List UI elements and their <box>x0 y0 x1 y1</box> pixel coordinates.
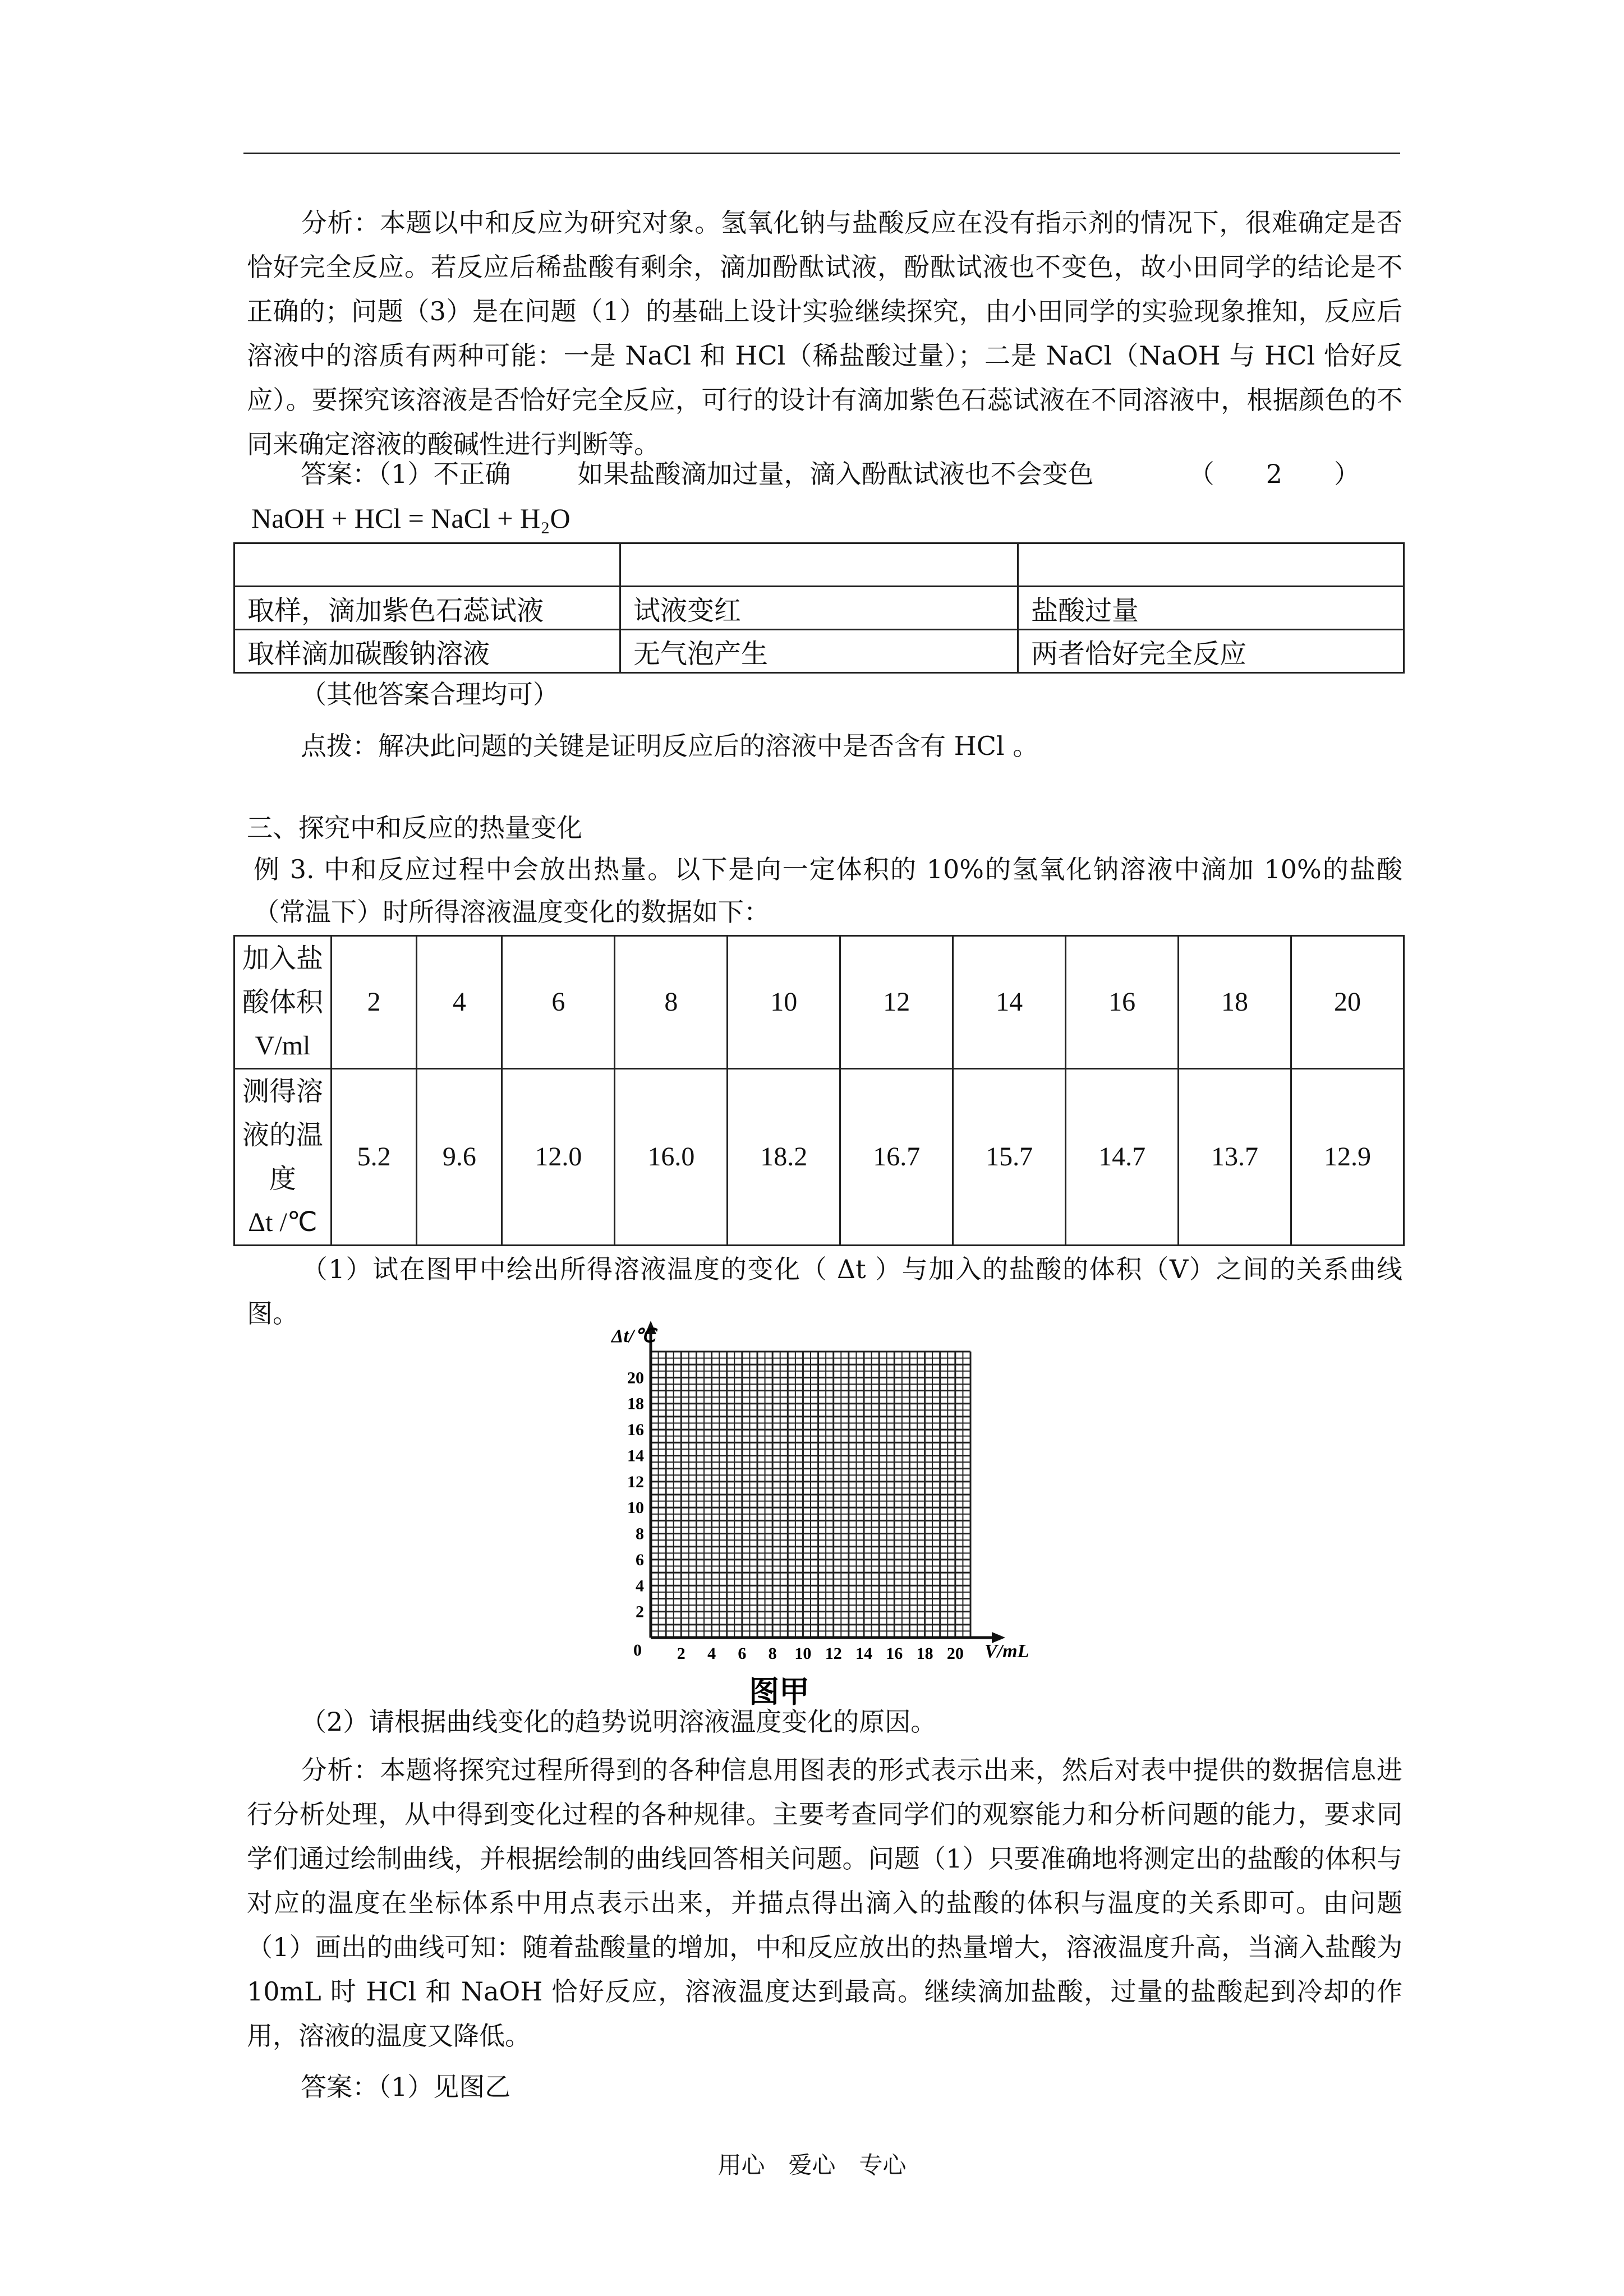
table-cell: 取样，滴加紫色石蕊试液 <box>234 587 620 630</box>
answer-part2: （ 2 ） <box>1188 459 1360 489</box>
question-2: （2）请根据曲线变化的趋势说明溶液温度变化的原因。 <box>301 1707 937 1737</box>
figure-caption: 图甲 <box>749 1674 809 1709</box>
table-row <box>234 630 1404 673</box>
y-tick-label: 20 <box>627 1368 644 1387</box>
volume-cell: 8 <box>615 936 728 1069</box>
temperature-cell: 15.7 <box>953 1069 1066 1246</box>
analysis-paragraph-1 <box>247 201 1402 467</box>
volume-header-cell: 加入盐 酸体积 V/ml <box>234 936 332 1069</box>
origin-label: 0 <box>633 1641 642 1659</box>
table-row <box>234 936 1404 1069</box>
table-row <box>234 543 1404 587</box>
temperature-cell: 9.6 <box>417 1069 502 1246</box>
y-tick-label: 4 <box>636 1576 644 1596</box>
blank-graph-figure <box>589 1321 1049 1713</box>
x-tick-label: 18 <box>916 1644 933 1663</box>
x-axis-label: V/mL <box>984 1641 1029 1662</box>
y-tick-label: 6 <box>636 1550 644 1569</box>
temperature-cell: 13.7 <box>1179 1069 1291 1246</box>
temperature-cell: 16.7 <box>840 1069 953 1246</box>
volume-cell: 20 <box>1291 936 1404 1069</box>
volume-cell: 2 <box>332 936 417 1069</box>
table-cell <box>1018 543 1404 587</box>
question-1-text: （1）试在图甲中绘出所得溶液温度的变化（ Δt ）与加入的盐酸的体积（V）之间的关系曲线图。 <box>247 1254 1402 1329</box>
x-tick-label: 4 <box>707 1644 716 1663</box>
example-3-text: 例 3. 中和反应过程中会放出热量。以下是向一定体积的 10%的氢氧化钠溶液中滴加 10%的盐酸（常温下）时所得溶液温度变化的数据如下： <box>254 854 1402 927</box>
table-cell: 无气泡产生 <box>620 630 1018 673</box>
y-tick-label: 12 <box>627 1472 644 1491</box>
table-row <box>234 587 1404 630</box>
volume-cell: 4 <box>417 936 502 1069</box>
analysis-paragraph-2 <box>247 1748 1402 2058</box>
y-tick-label: 14 <box>627 1446 644 1465</box>
x-tick-label: 14 <box>855 1644 872 1663</box>
other-answers-note: （其他答案合理均可） <box>301 679 559 709</box>
table-row <box>234 1069 1404 1246</box>
answer-reason: 如果盐酸滴加过量，滴入酚酞试液也不会变色 <box>577 459 1094 489</box>
temperature-header-cell: 测得溶 液的温 度 Δt /℃ <box>234 1069 332 1246</box>
analysis-text-2: 分析：本题将探究过程所得到的各种信息用图表的形式表示出来，然后对表中提供的数据信息进行分析处理，从中得到变化过程的各种规律。主要考查同学们的观察能力和分析问题的能力，要求同学们通过绘制曲线，并根据绘制的曲线回答相关问题。问题（1）只要准确地将测定出的盐酸的体积与对应的温度在坐标体系中用点表示出来，并描点得出滴入的盐酸的体积与温度的关系即可。由问题（1）画出的曲线可知：随着盐酸量的增加，中和反应放出的热量增大，溶液温度升高，当滴入盐酸为 10mL 时 HCl 和 NaOH 恰好反应，溶液温度达到最高。继续滴加盐酸，过量的盐酸起到冷却的作用，溶液的温度又降低。 <box>247 1755 1402 2051</box>
table-cell: 两者恰好完全反应 <box>1018 630 1404 673</box>
x-tick-label: 16 <box>886 1644 903 1663</box>
answer-line-1 <box>301 457 1360 491</box>
table-cell <box>620 543 1018 587</box>
volume-cell: 18 <box>1179 936 1291 1069</box>
table-cell: 盐酸过量 <box>1018 587 1404 630</box>
tip-line: 点拨：解决此问题的关键是证明反应后的溶液中是否含有 HCl 。 <box>301 731 1039 761</box>
header-rule <box>243 153 1400 154</box>
volume-cell: 6 <box>502 936 615 1069</box>
x-tick-label: 8 <box>768 1644 777 1663</box>
grid-lines <box>651 1352 970 1638</box>
y-tick-label: 2 <box>636 1602 644 1621</box>
x-tick-label: 20 <box>946 1644 964 1663</box>
table-cell <box>234 543 620 587</box>
example-3-paragraph <box>254 848 1402 933</box>
temperature-cell: 12.9 <box>1291 1069 1404 1246</box>
temperature-cell: 12.0 <box>502 1069 615 1246</box>
volume-cell: 10 <box>728 936 840 1069</box>
y-axis-label: Δt/℃ <box>611 1326 656 1347</box>
analysis-text-1: 分析：本题以中和反应为研究对象。氢氧化钠与盐酸反应在没有指示剂的情况下，很难确定是否恰好完全反应。若反应后稀盐酸有剩余，滴加酚酞试液，酚酞试液也不变色，故小田同学的结论是不正确的；问题（3）是在问题（1）的基础上设计实验继续探究，由小田同学的实验现象推知，反应后溶液中的溶质有两种可能：一是 NaCl 和 HCl（稀盐酸过量）；二是 NaCl（NaOH 与 HCl 恰好反应）。要探究该溶液是否恰好完全反应，可行的设计有滴加紫色石蕊试液在不同溶液中，根据颜色的不同来确定溶液的酸碱性进行判断等。 <box>247 208 1402 459</box>
table-cell: 取样滴加碳酸钠溶液 <box>234 630 620 673</box>
experiment-table <box>233 542 1405 674</box>
answer-prefix: 答案：（1）不正确 <box>301 459 511 489</box>
temperature-cell: 5.2 <box>332 1069 417 1246</box>
volume-cell: 14 <box>953 936 1066 1069</box>
chemical-equation: NaOH + HCl = NaCl + H₂O <box>251 502 571 534</box>
temperature-data-table <box>233 935 1405 1246</box>
x-tick-label: 10 <box>794 1644 812 1663</box>
y-tick-label: 16 <box>627 1421 644 1440</box>
temperature-cell: 18.2 <box>728 1069 840 1246</box>
section-3-heading: 三、探究中和反应的热量变化 <box>247 813 582 843</box>
x-tick-label: 6 <box>738 1644 747 1663</box>
answer-line-2: 答案：（1）见图乙 <box>301 2072 511 2102</box>
temperature-cell: 14.7 <box>1066 1069 1179 1246</box>
x-tick-label: 2 <box>677 1644 686 1663</box>
y-tick-label: 18 <box>627 1394 644 1413</box>
volume-cell: 12 <box>840 936 953 1069</box>
volume-cell: 16 <box>1066 936 1179 1069</box>
table-cell: 试液变红 <box>620 587 1018 630</box>
x-tick-label: 12 <box>825 1644 842 1663</box>
page-footer: 用心 爱心 专心 <box>717 2151 907 2179</box>
y-tick-label: 10 <box>627 1499 644 1518</box>
y-tick-label: 8 <box>636 1524 644 1543</box>
temperature-cell: 16.0 <box>615 1069 728 1246</box>
